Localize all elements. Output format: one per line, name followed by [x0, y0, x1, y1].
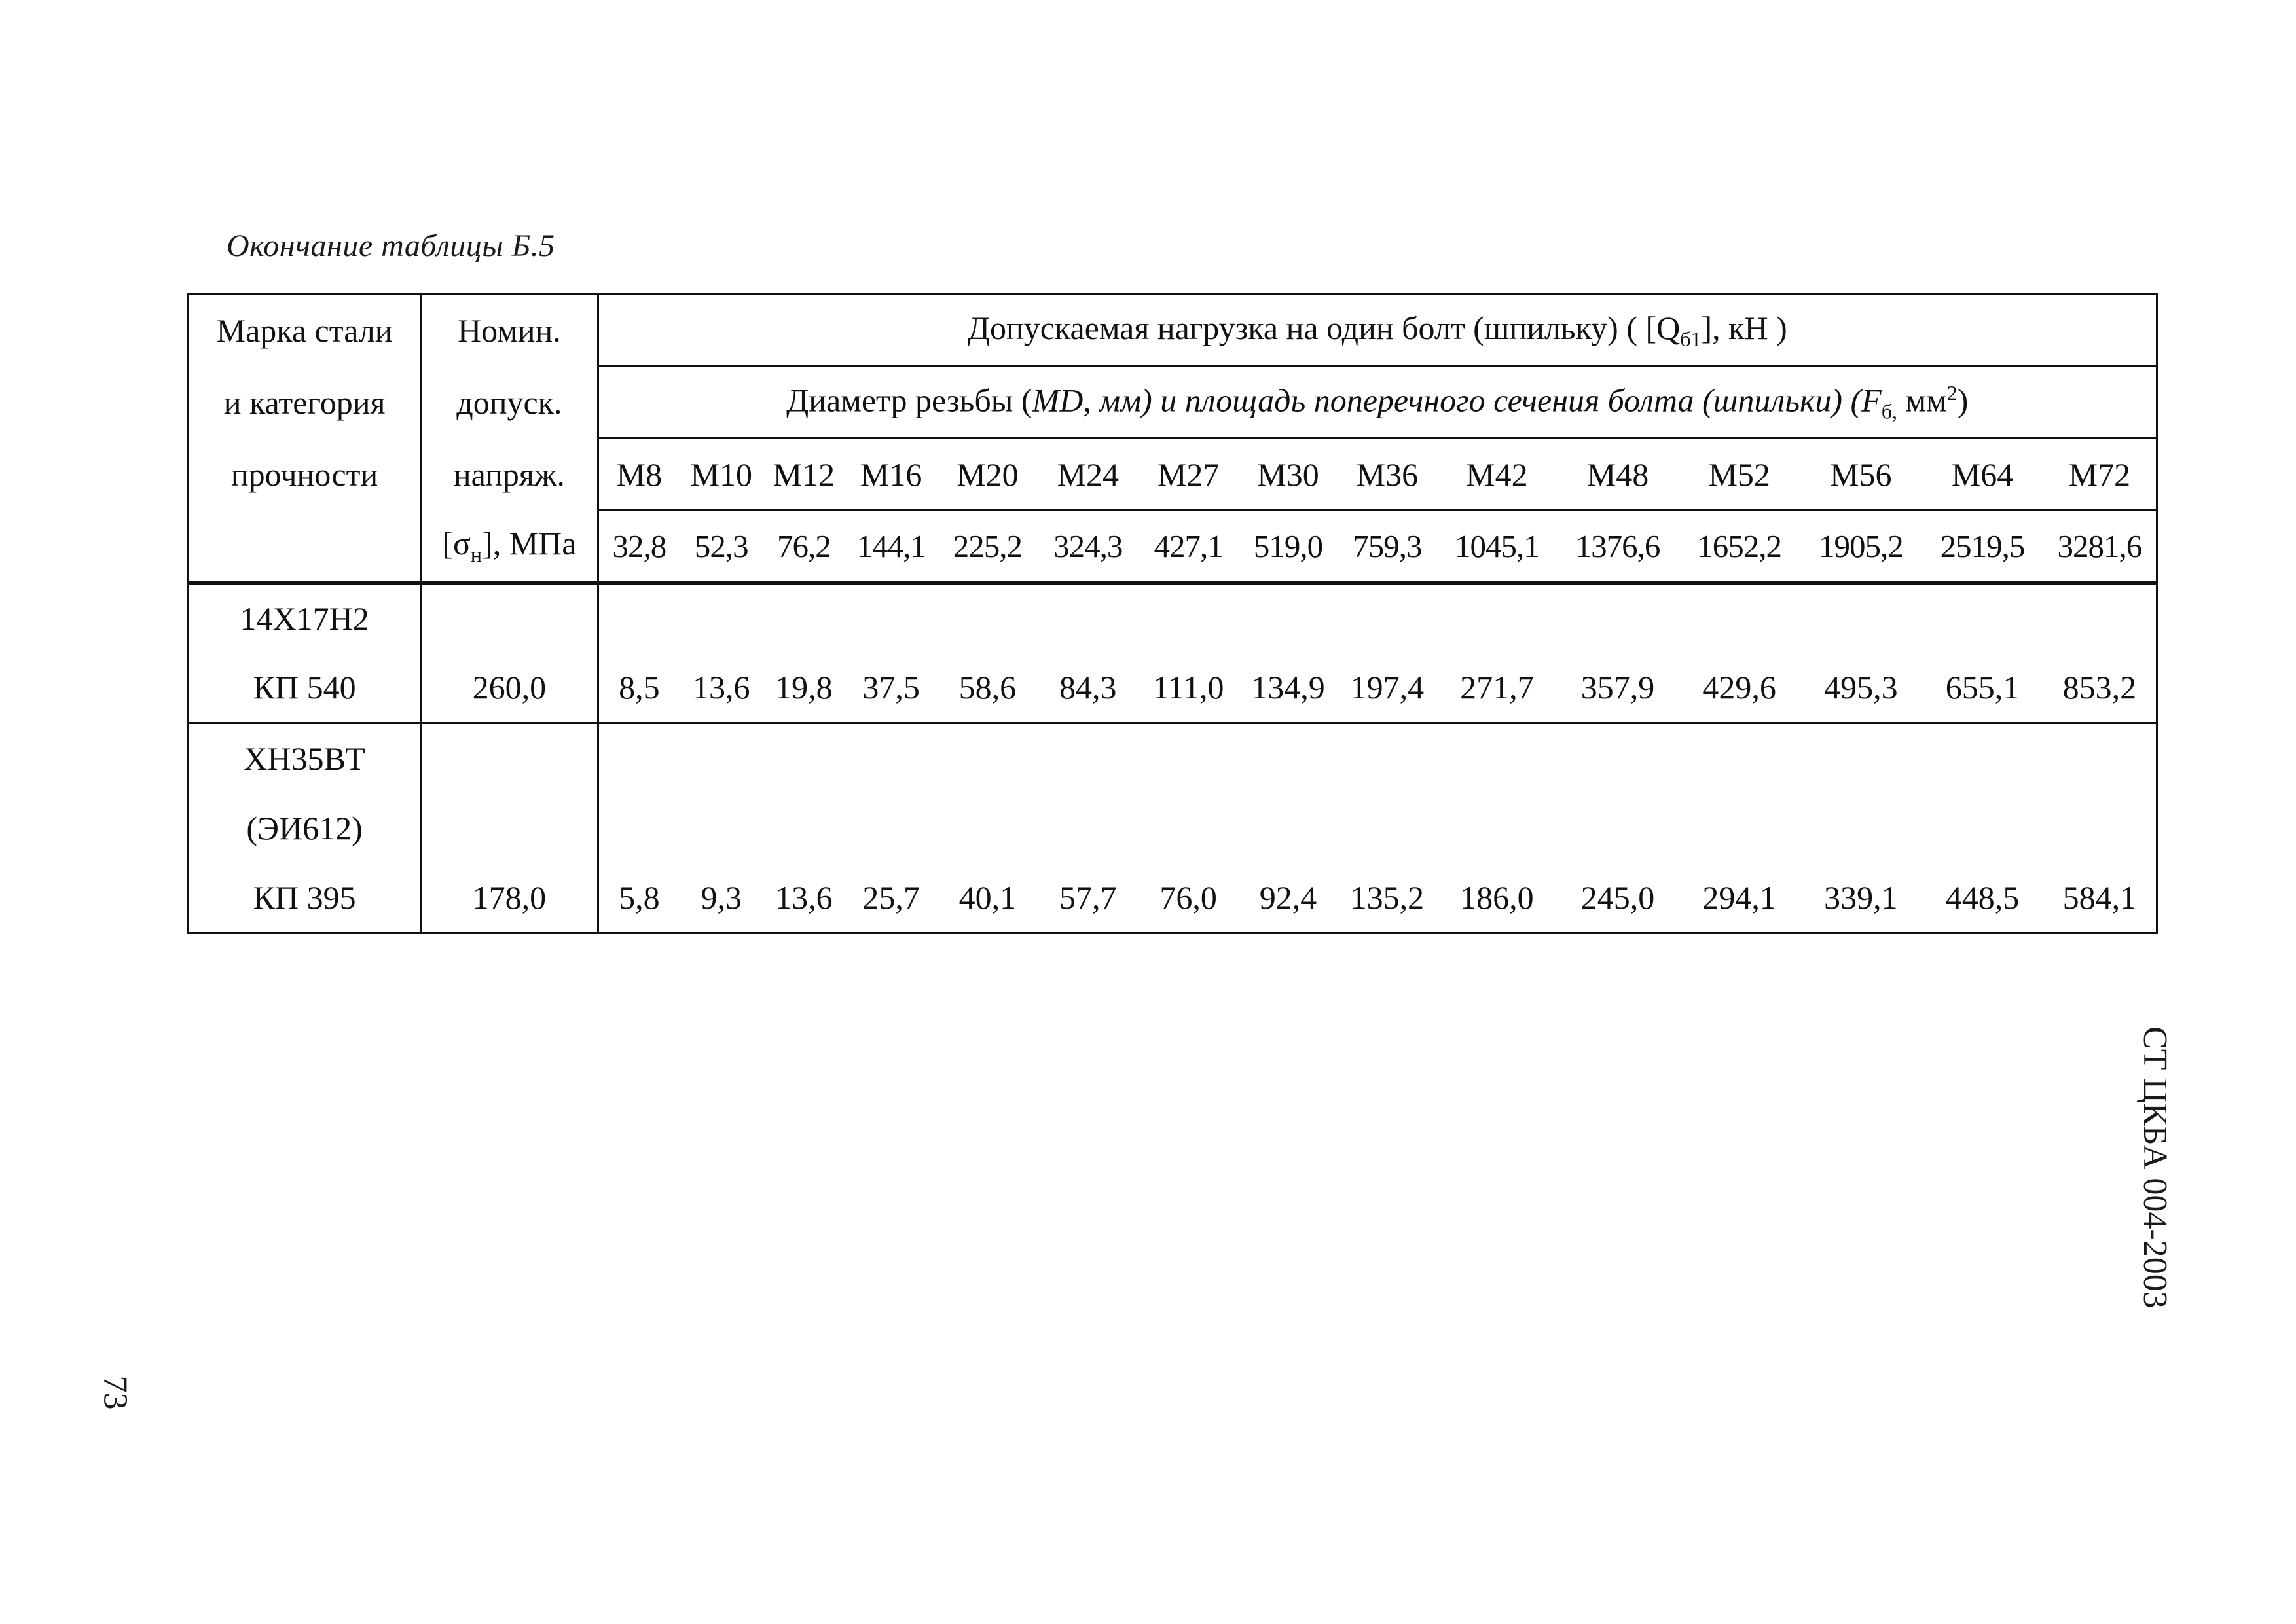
grade-name: ХН35ВТ [189, 723, 421, 793]
load-title: Допускаемая нагрузка на один болт (шпильку) ( $[Q_{б1}]$, кН ) [598, 295, 2157, 367]
load-value-cell: 271,7 [1437, 653, 1558, 723]
load-table-wrapper [187, 293, 2158, 934]
load-value-cell: 76,0 [1138, 863, 1238, 933]
area-cell: 1652,2 [1679, 511, 1800, 583]
load-value-cell: 13,6 [763, 863, 845, 933]
load-value-cell: 655,1 [1922, 653, 2043, 723]
area-cell: 32,8 [598, 511, 680, 583]
area-cell: 1376,6 [1557, 511, 1679, 583]
area-cell: 1045,1 [1437, 511, 1558, 583]
size-cell: M72 [2043, 439, 2157, 511]
diameter-title: Диаметр резьбы (MD, мм) и площадь поперечного сечения болта (шпильки) ($F_{б,}$ $мм^2$) [598, 367, 2157, 439]
stress-value: 260,0 [421, 653, 598, 723]
load-value-cell: 448,5 [1922, 863, 2043, 933]
size-cell: M16 [845, 439, 937, 511]
grade-category: КП 540 [189, 653, 421, 723]
grade-header-line2: и категория [189, 367, 421, 439]
values-blank [598, 793, 2157, 863]
grade-header-line4 [189, 511, 421, 583]
load-value-cell: 19,8 [763, 653, 845, 723]
size-cell: M27 [1138, 439, 1238, 511]
grade-category: КП 395 [189, 863, 421, 933]
load-value-cell: 111,0 [1138, 653, 1238, 723]
load-value-cell: 429,6 [1679, 653, 1800, 723]
size-cell: M64 [1922, 439, 2043, 511]
load-value-cell: 9,3 [680, 863, 763, 933]
area-cell: 144,1 [845, 511, 937, 583]
stress-blank [421, 583, 598, 653]
size-cell: M12 [763, 439, 845, 511]
load-value-cell: 57,7 [1038, 863, 1138, 933]
document-code: СТ ЦКБА 004-2003 [2136, 1026, 2174, 1308]
table-caption: Окончание таблицы Б.5 [227, 228, 555, 263]
load-value-cell: 13,6 [680, 653, 763, 723]
area-cell: 519,0 [1239, 511, 1338, 583]
load-value-cell: 84,3 [1038, 653, 1138, 723]
load-value-cell: 357,9 [1557, 653, 1679, 723]
stress-header-line3: напряж. [421, 439, 598, 511]
load-value-cell: 40,1 [938, 863, 1038, 933]
size-cell: M42 [1437, 439, 1558, 511]
values-blank [598, 723, 2157, 793]
size-cell: M10 [680, 439, 763, 511]
stress-value: 178,0 [421, 863, 598, 933]
load-value-cell: 495,3 [1800, 653, 1922, 723]
load-value-cell: 25,7 [845, 863, 937, 933]
area-cell: 2519,5 [1922, 511, 2043, 583]
load-value-cell: 8,5 [598, 653, 680, 723]
size-cell: M24 [1038, 439, 1138, 511]
stress-header-line1: Номин. [421, 295, 598, 367]
size-cell: M30 [1239, 439, 1338, 511]
area-cell: 427,1 [1138, 511, 1238, 583]
values-blank [598, 583, 2157, 653]
size-cell: M36 [1338, 439, 1436, 511]
stress-header-line4: $[\sigma_н]$, МПа [421, 511, 598, 583]
grade-name: 14Х17Н2 [189, 583, 421, 653]
bolt-load-table [187, 293, 2158, 934]
load-value-cell: 5,8 [598, 863, 680, 933]
load-value-cell: 197,4 [1338, 653, 1436, 723]
load-value-cell: 135,2 [1338, 863, 1436, 933]
stress-blank [421, 723, 598, 793]
size-cell: M8 [598, 439, 680, 511]
load-value-cell: 134,9 [1239, 653, 1338, 723]
load-value-cell: 245,0 [1557, 863, 1679, 933]
size-cell: M20 [938, 439, 1038, 511]
area-cell: 225,2 [938, 511, 1038, 583]
load-value-cell: 37,5 [845, 653, 937, 723]
load-value-cell: 584,1 [2043, 863, 2157, 933]
size-cell: M48 [1557, 439, 1679, 511]
area-cell: 759,3 [1338, 511, 1436, 583]
load-value-cell: 186,0 [1437, 863, 1558, 933]
stress-header-line2: допуск. [421, 367, 598, 439]
area-cell: 324,3 [1038, 511, 1138, 583]
load-value-cell: 92,4 [1239, 863, 1338, 933]
area-cell: 52,3 [680, 511, 763, 583]
size-cell: M56 [1800, 439, 1922, 511]
area-cell: 76,2 [763, 511, 845, 583]
load-value-cell: 853,2 [2043, 653, 2157, 723]
load-value-cell: 58,6 [938, 653, 1038, 723]
area-cell: 3281,6 [2043, 511, 2157, 583]
size-cell: M52 [1679, 439, 1800, 511]
load-value-cell: 339,1 [1800, 863, 1922, 933]
grade-header-line3: прочности [189, 439, 421, 511]
page-number: 73 [96, 1375, 134, 1410]
area-cell: 1905,2 [1800, 511, 1922, 583]
load-value-cell: 294,1 [1679, 863, 1800, 933]
grade-header-line1: Марка стали [189, 295, 421, 367]
stress-blank [421, 793, 598, 863]
grade-alias: (ЭИ612) [189, 793, 421, 863]
